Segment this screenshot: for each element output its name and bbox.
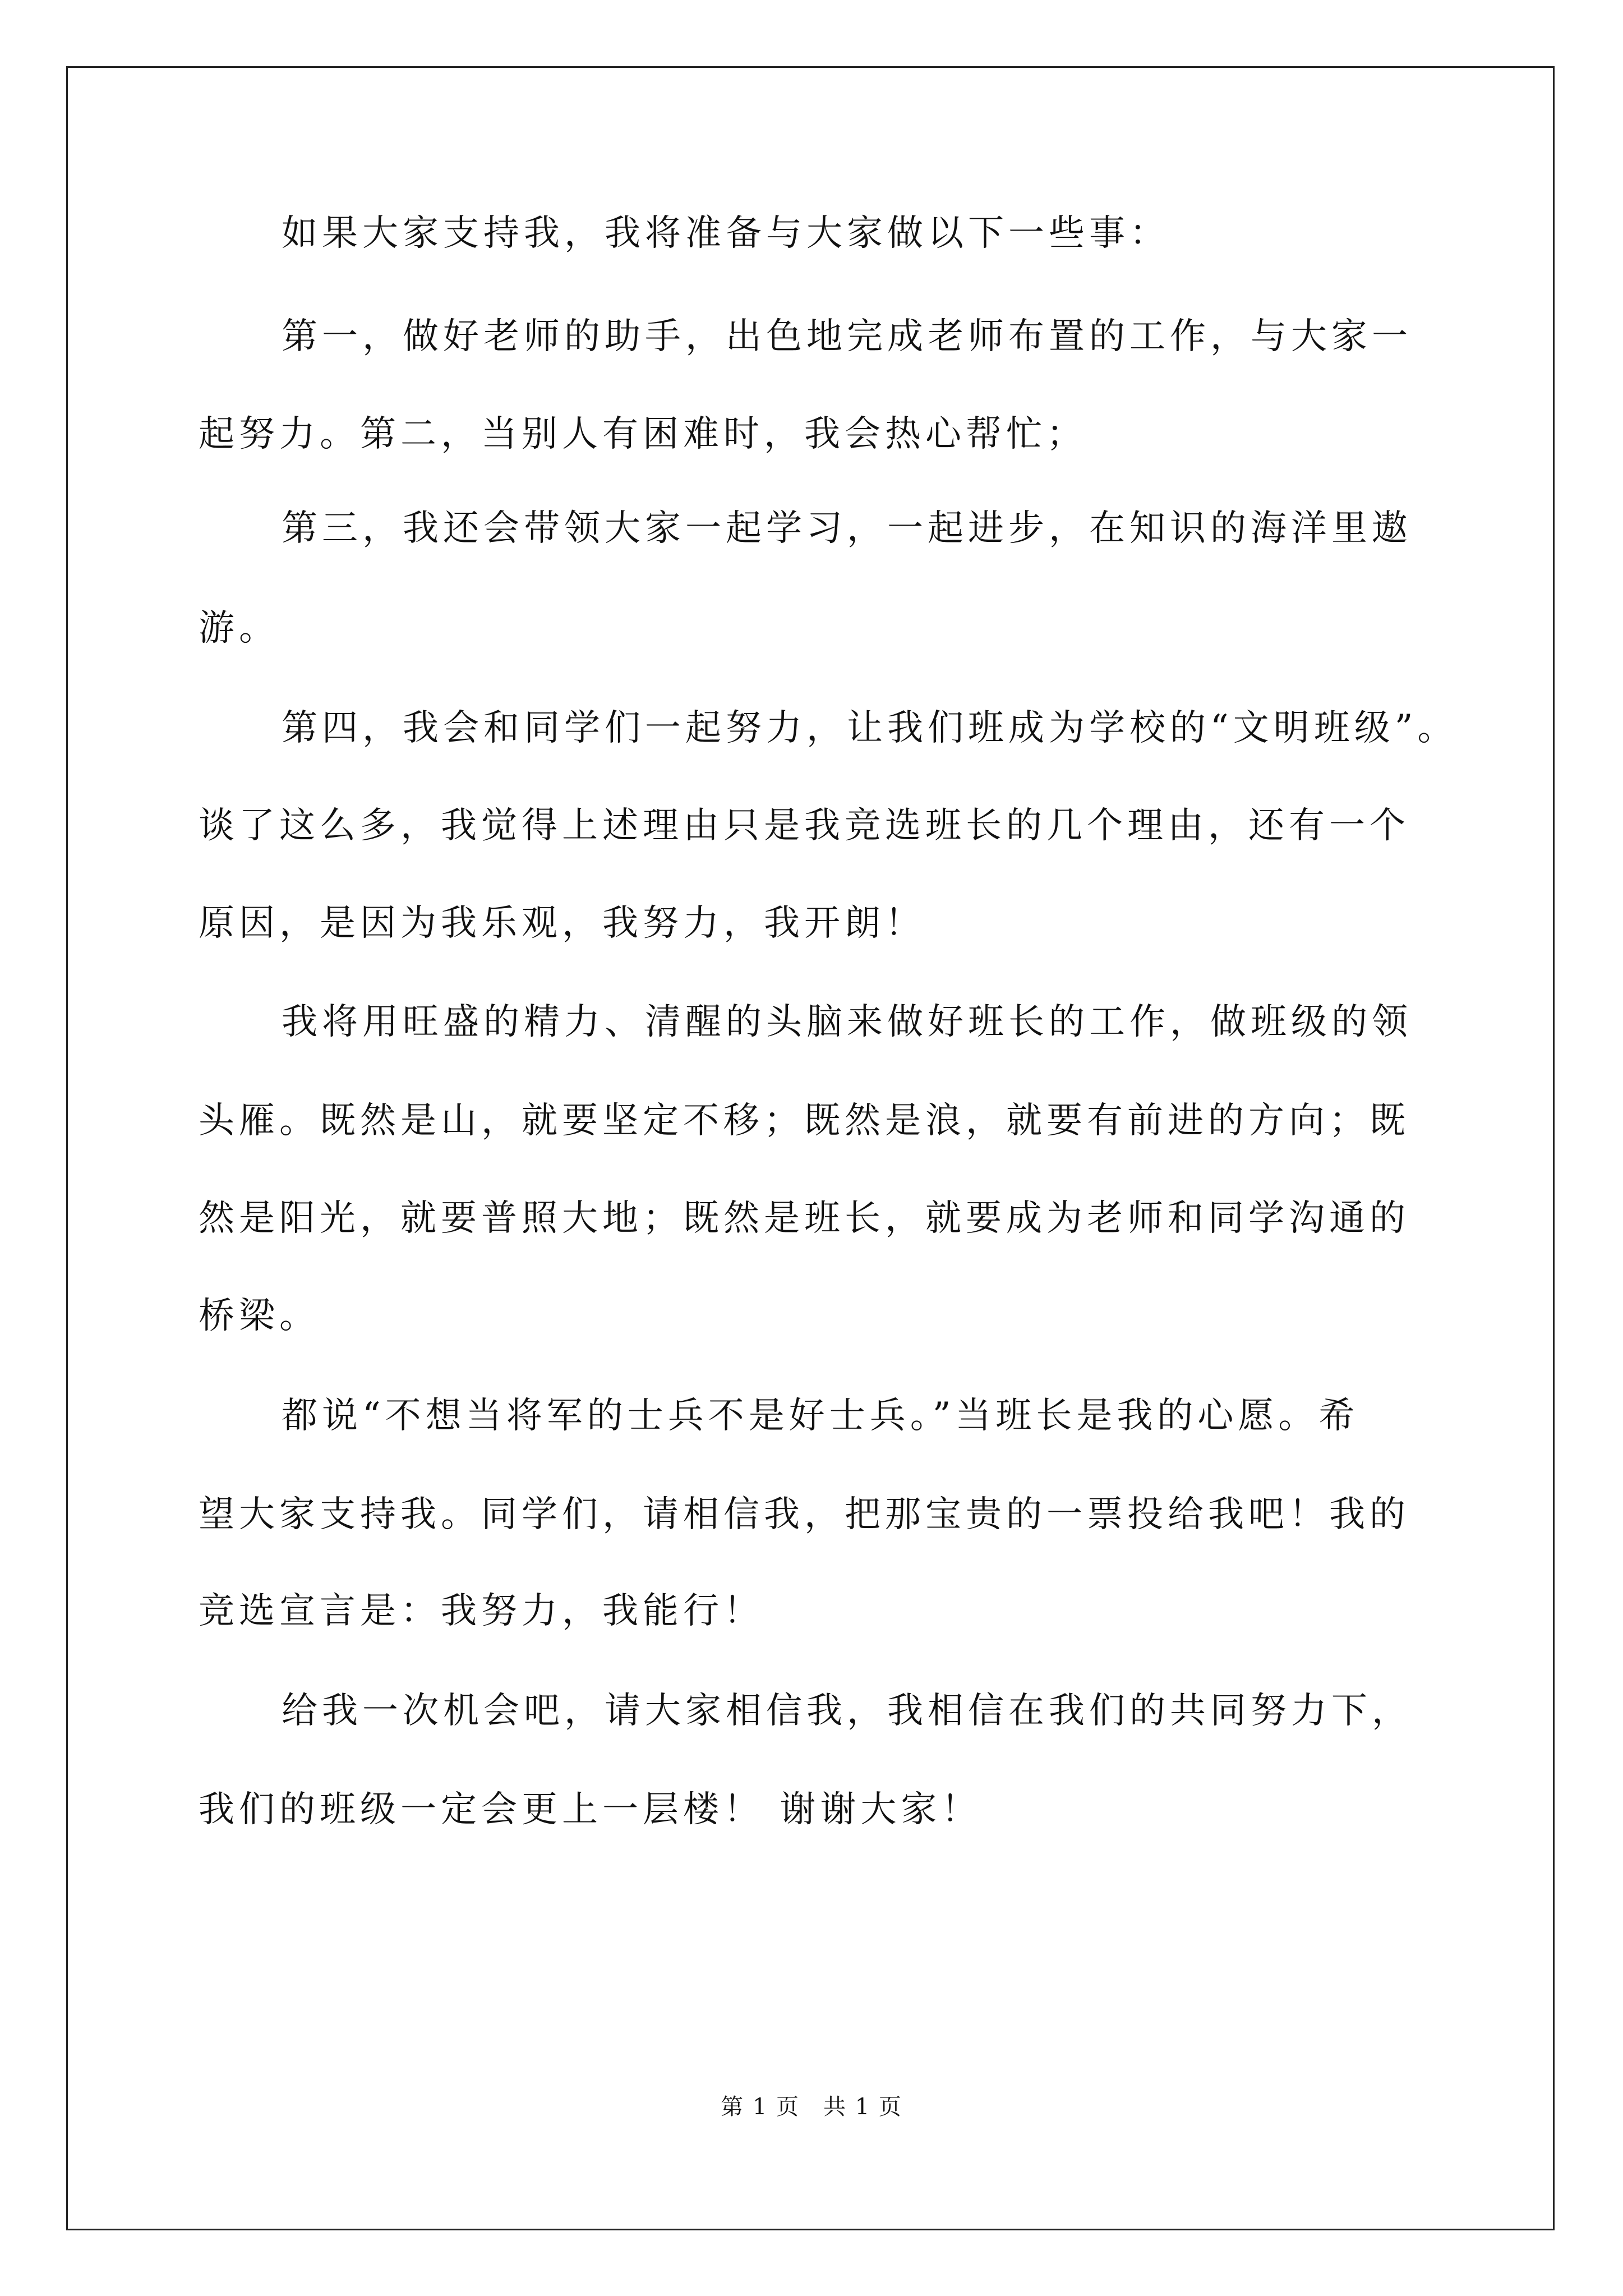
text-line: 望大家支持我。同学们，请相信我，把那宝贵的一票投给我吧！我的 — [199, 1494, 1410, 1535]
text-line: 竞选宣言是：我努力，我能行！ — [199, 1590, 764, 1632]
text-line: 我将用旺盛的精力、清醒的头脑来做好班长的工作，做班级的领 — [282, 1001, 1412, 1043]
page-number-footer: 第 1 页 共 1 页 — [721, 2094, 902, 2120]
text-line: 我们的班级一定会更上一层楼！ 谢谢大家！ — [199, 1789, 982, 1830]
text-line: 然是阳光，就要普照大地；既然是班长，就要成为老师和同学沟通的 — [199, 1198, 1410, 1239]
text-line: 都说“不想当将军的士兵不是好士兵。”当班长是我的心愿。希 — [282, 1395, 1359, 1437]
text-line: 桥梁。 — [199, 1295, 320, 1337]
text-line: 起努力。第二，当别人有困难时，我会热心帮忙； — [199, 413, 1087, 455]
text-line: 谈了这么多，我觉得上述理由只是我竞选班长的几个理由，还有一个 — [199, 805, 1410, 846]
text-line: 给我一次机会吧，请大家相信我，我相信在我们的共同努力下， — [282, 1690, 1412, 1732]
text-line: 第一，做好老师的助手，出色地完成老师布置的工作，与大家一 — [282, 316, 1412, 357]
text-line: 头雁。既然是山，就要坚定不移；既然是浪，就要有前进的方向；既 — [199, 1100, 1410, 1142]
text-line: 原因，是因为我乐观，我努力，我开朗！ — [199, 903, 925, 944]
text-line: 如果大家支持我，我将准备与大家做以下一些事： — [282, 213, 1170, 254]
text-line: 第四，我会和同学们一起努力，让我们班成为学校的“文明班级”。 — [282, 707, 1458, 749]
text-line: 第三，我还会带领大家一起学习，一起进步，在知识的海洋里遨 — [282, 508, 1412, 549]
page-border — [66, 66, 1555, 2230]
text-line: 游。 — [199, 608, 279, 649]
